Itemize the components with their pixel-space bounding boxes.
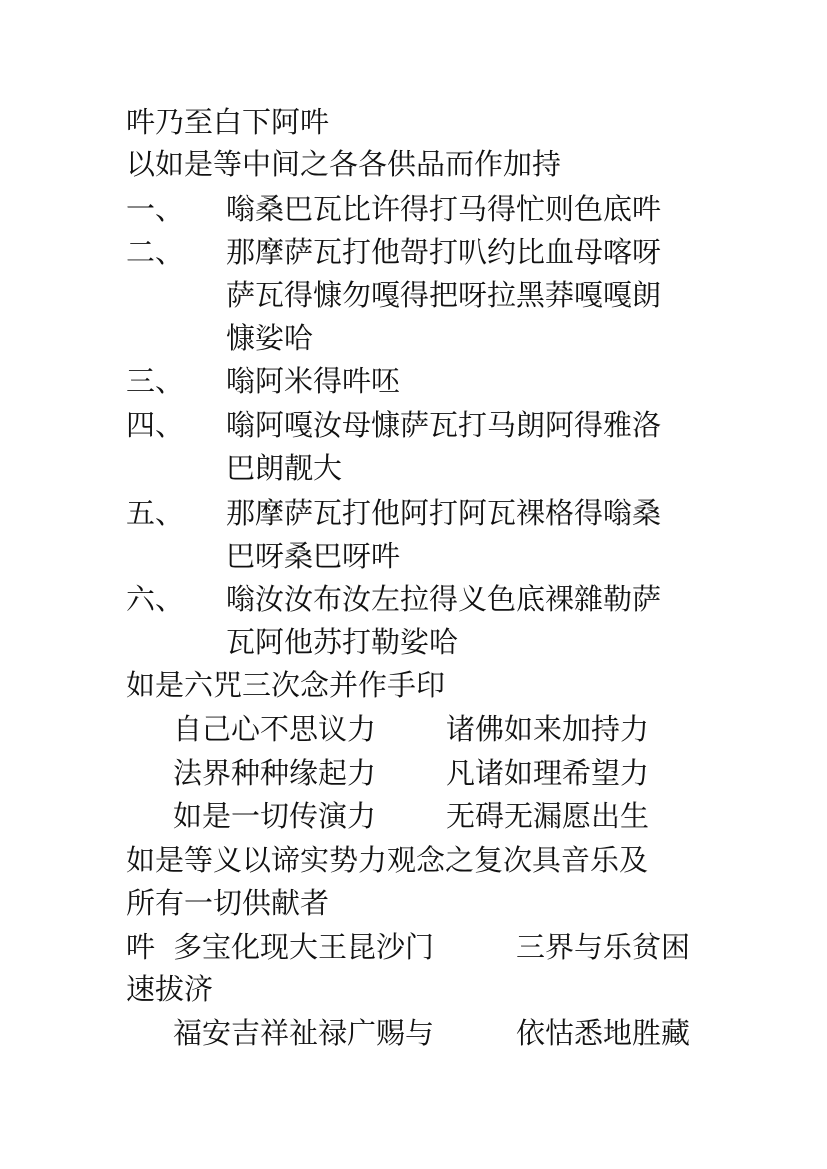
verse-left: 福安吉祥祉禄广赐与	[173, 1016, 435, 1050]
mantra-text: 嗡桑巴瓦比许得打马得忙则色底吽	[226, 192, 662, 226]
text-line: 以如是等中间之各各供品而作加持	[126, 147, 562, 181]
verse-right: 诸佛如来加持力	[446, 712, 650, 746]
verse-left: 自己心不思议力	[173, 712, 377, 746]
mantra-number: 二、	[126, 235, 185, 269]
mantra-text: 嗡阿米得吽呸	[226, 364, 401, 398]
verse-left: 如是一切传演力	[173, 799, 377, 833]
text-line: 如是六咒三次念并作手印	[126, 668, 446, 702]
hum-syllable: 吽	[126, 930, 156, 964]
mantra-text: 萨瓦得慷勿嘎得把呀拉黑莽嘎嘎朗	[226, 278, 662, 312]
verse-left: 法界种种缘起力	[173, 756, 377, 790]
verse-right: 无碍无漏愿出生	[446, 799, 650, 833]
text-line: 吽乃至白下阿吽	[126, 105, 330, 139]
mantra-number: 三、	[126, 364, 185, 398]
mantra-text: 那摩萨瓦打他阿打阿瓦裸格得嗡桑	[226, 496, 662, 530]
mantra-text: 巴朗靓大	[226, 451, 343, 485]
mantra-text: 瓦阿他苏打勒娑哈	[226, 625, 459, 659]
mantra-number: 四、	[126, 408, 185, 442]
mantra-text: 那摩萨瓦打他哿打叭约比血母喀呀	[226, 235, 662, 269]
text-line: 所有一切供献者	[126, 886, 330, 920]
mantra-number: 五、	[126, 496, 185, 530]
text-line: 速拔济	[126, 972, 214, 1006]
text-line: 如是等义以谛实势力观念之复次具音乐及	[126, 843, 649, 877]
mantra-text: 巴呀桑巴呀吽	[226, 539, 401, 573]
verse-left: 多宝化现大王昆沙门	[173, 930, 435, 964]
mantra-number: 一、	[126, 192, 185, 226]
mantra-text: 嗡阿嘎汝母慷萨瓦打马朗阿得雅洛	[226, 408, 662, 442]
verse-right: 三界与乐贫困	[516, 930, 691, 964]
mantra-text: 慷娑哈	[226, 321, 314, 355]
mantra-text: 嗡汝汝布汝左拉得义色底裸雜勒萨	[226, 582, 662, 616]
mantra-number: 六、	[126, 582, 185, 616]
verse-right: 凡诸如理希望力	[446, 756, 650, 790]
verse-right: 依怙悉地胜藏	[516, 1016, 691, 1050]
